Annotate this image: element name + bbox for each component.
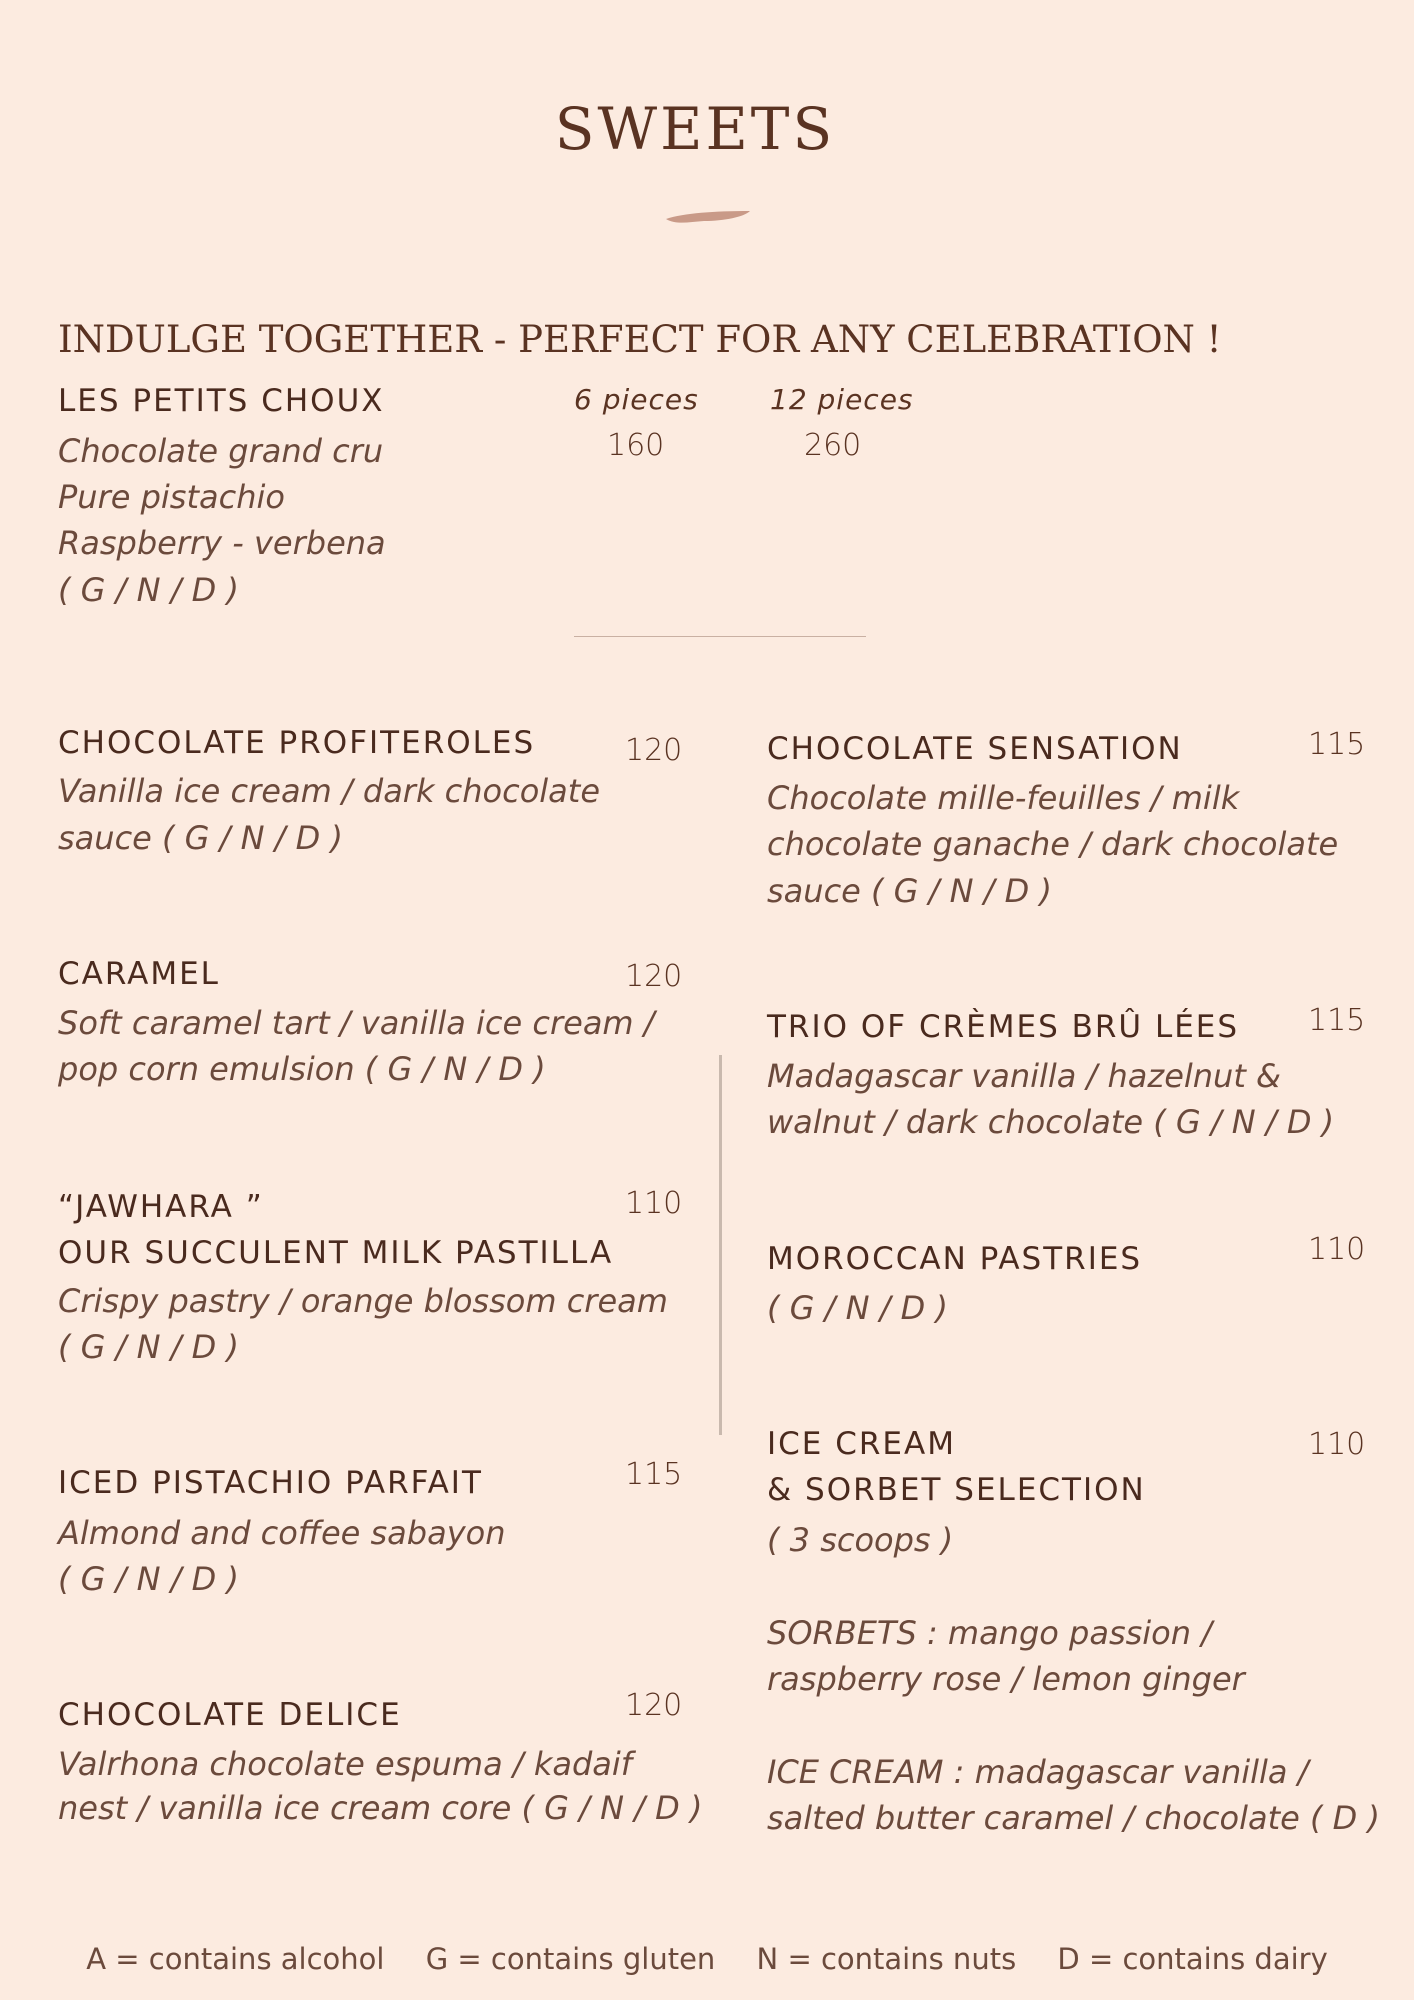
item-description: walnut / dark chocolate ( G / N / D ) <box>767 1103 1335 1141</box>
choux-price-6: 160 <box>607 428 665 463</box>
section-divider <box>574 636 866 637</box>
item-title: CHOCOLATE PROFITEROLES <box>58 725 536 761</box>
item-title: “JAWHARA ” <box>58 1189 264 1225</box>
item-description: sauce ( G / N / D ) <box>767 872 1052 910</box>
legend-gluten: G = contains gluten <box>425 1942 716 1976</box>
choux-size-12: 12 pieces <box>770 383 914 416</box>
item-title: CHOCOLATE DELICE <box>58 1697 402 1733</box>
item-title: CARAMEL <box>58 956 220 992</box>
choux-allergens: ( G / N / D ) <box>58 571 239 609</box>
item-title: CHOCOLATE SENSATION <box>767 731 1183 767</box>
item-description: Soft caramel tart / vanilla ice cream / <box>58 1004 655 1042</box>
item-description: Chocolate mille-feuilles / milk <box>767 779 1240 817</box>
item-price: 110 <box>1308 1232 1366 1267</box>
page-title: SWEETS <box>554 95 836 163</box>
allergen-legend <box>0 1942 1414 1976</box>
choux-flavor-1: Chocolate grand cru <box>58 432 384 470</box>
item-title: OUR SUCCULENT MILK PASTILLA <box>58 1235 614 1271</box>
item-price: 115 <box>1308 727 1366 762</box>
item-description: ( G / N / D ) <box>767 1289 948 1327</box>
icecream-line: salted butter caramel / chocolate ( D ) <box>767 1799 1380 1837</box>
item-price: 120 <box>625 1688 683 1723</box>
icecream-line: ICE CREAM : madagascar vanilla / <box>767 1753 1309 1791</box>
section-heading: INDULGE TOGETHER - PERFECT FOR ANY CELEBRATION ! <box>58 318 1222 361</box>
item-description: Madagascar vanilla / hazelnut & <box>767 1057 1281 1095</box>
legend-alcohol: A = contains alcohol <box>86 1942 385 1976</box>
item-description: Valrhona chocolate espuma / kadaif <box>58 1745 633 1783</box>
item-description: chocolate ganache / dark chocolate <box>767 825 1339 863</box>
item-title: ICE CREAM <box>767 1426 956 1462</box>
item-price: 115 <box>625 1457 683 1492</box>
item-description: ( G / N / D ) <box>58 1560 239 1598</box>
item-title: TRIO OF CRÈMES BRÛ LÉES <box>767 1009 1240 1045</box>
item-description: pop corn emulsion ( G / N / D ) <box>58 1050 546 1088</box>
item-title: & SORBET SELECTION <box>767 1472 1146 1508</box>
choux-title: LES PETITS CHOUX <box>58 383 385 419</box>
legend-nuts: N = contains nuts <box>756 1942 1017 1976</box>
item-price: 110 <box>625 1186 683 1221</box>
item-price: 120 <box>625 733 683 768</box>
item-price: 115 <box>1308 1003 1366 1038</box>
choux-flavor-3: Raspberry - verbena <box>58 524 386 562</box>
item-description: Almond and coffee sabayon <box>58 1514 506 1552</box>
choux-price-12: 260 <box>804 428 862 463</box>
item-price: 120 <box>625 959 683 994</box>
choux-size-6: 6 pieces <box>574 383 699 416</box>
item-description: ( 3 scoops ) <box>767 1521 954 1559</box>
item-description: Vanilla ice cream / dark chocolate <box>58 772 601 810</box>
item-title: MOROCCAN PASTRIES <box>767 1241 1143 1277</box>
item-title: ICED PISTACHIO PARFAIT <box>58 1465 483 1501</box>
sorbets-line: SORBETS : mango passion / <box>767 1614 1212 1652</box>
item-description: nest / vanilla ice cream core ( G / N / D ) <box>58 1789 703 1827</box>
legend-dairy: D = contains dairy <box>1057 1942 1328 1976</box>
column-divider <box>719 1055 722 1435</box>
brush-stroke-decoration <box>664 205 754 229</box>
choux-flavor-2: Pure pistachio <box>58 478 285 516</box>
item-description: ( G / N / D ) <box>58 1328 239 1366</box>
item-price: 110 <box>1308 1427 1366 1462</box>
item-description: sauce ( G / N / D ) <box>58 819 343 857</box>
item-description: Crispy pastry / orange blossom cream <box>58 1282 668 1320</box>
sorbets-line: raspberry rose / lemon ginger <box>767 1660 1245 1698</box>
